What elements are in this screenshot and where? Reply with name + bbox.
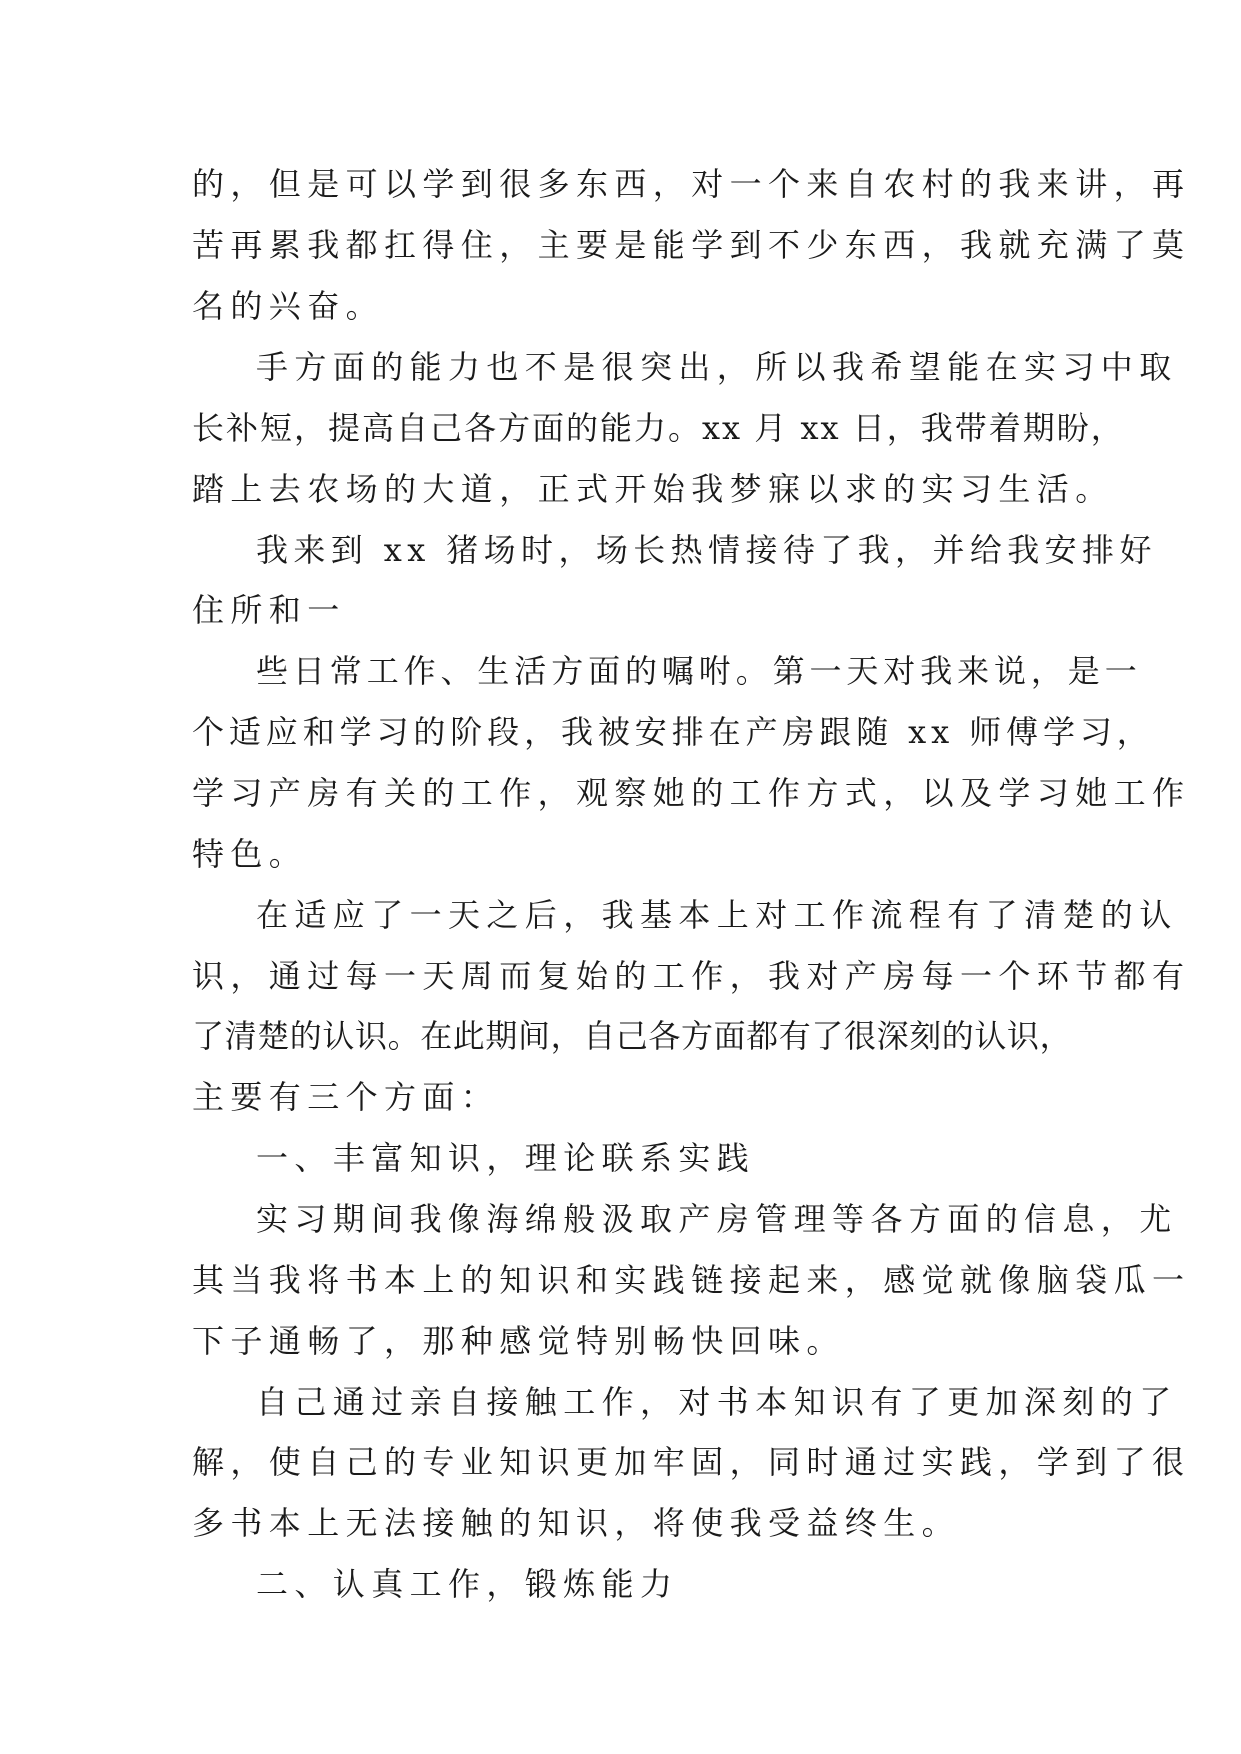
text-line: 解，使自己的专业知识更加牢固，同时通过实践，学到了很	[192, 1443, 1191, 1481]
text-line: 特色。	[192, 835, 308, 873]
text-line: 的，但是可以学到很多东西，对一个来自农村的我来讲，再	[192, 165, 1191, 203]
text-line: 名的兴奋。	[192, 287, 385, 325]
section-heading: 一、丰富知识，理论联系实践	[256, 1139, 756, 1177]
text-line: 长补短，提高自己各方面的能力。xx 月 xx 日，我带着期盼，	[192, 409, 1125, 447]
text-line: 住所和一	[192, 591, 346, 629]
text-line: 识，通过每一天周而复始的工作，我对产房每一个环节都有	[192, 957, 1191, 995]
paragraph-first-line: 自己通过亲自接触工作，对书本知识有了更加深刻的了	[256, 1383, 1178, 1421]
paragraph-first-line: 在适应了一天之后，我基本上对工作流程有了清楚的认	[256, 896, 1178, 934]
paragraph-first-line: 手方面的能力也不是很突出，所以我希望能在实习中取	[256, 348, 1178, 386]
paragraph-first-line: 实习期间我像海绵般汲取产房管理等各方面的信息，尤	[256, 1200, 1178, 1238]
text-line: 踏上去农场的大道，正式开始我梦寐以求的实习生活。	[192, 470, 1114, 508]
text-line: 了清楚的认识。在此期间，自己各方面都有了很深刻的认识，	[192, 1017, 1073, 1055]
text-line: 其当我将书本上的知识和实践链接起来，感觉就像脑袋瓜一	[192, 1261, 1191, 1299]
text-line: 下子通畅了，那种感觉特别畅快回味。	[192, 1322, 845, 1360]
text-line: 苦再累我都扛得住，主要是能学到不少东西，我就充满了莫	[192, 226, 1191, 264]
text-line: 多书本上无法接触的知识，将使我受益终生。	[192, 1504, 961, 1542]
text-line: 主要有三个方面：	[192, 1078, 500, 1116]
paragraph-first-line: 些日常工作、生活方面的嘱咐。第一天对我来说，是一	[256, 652, 1142, 690]
text-line: 学习产房有关的工作，观察她的工作方式，以及学习她工作	[192, 774, 1191, 812]
section-heading: 二、认真工作，锻炼能力	[256, 1565, 679, 1603]
text-line: 个适应和学习的阶段，我被安排在产房跟随 xx 师傅学习，	[192, 713, 1154, 751]
paragraph-first-line: 我来到 xx 猪场时，场长热情接待了我，并给我安排好	[256, 531, 1157, 569]
